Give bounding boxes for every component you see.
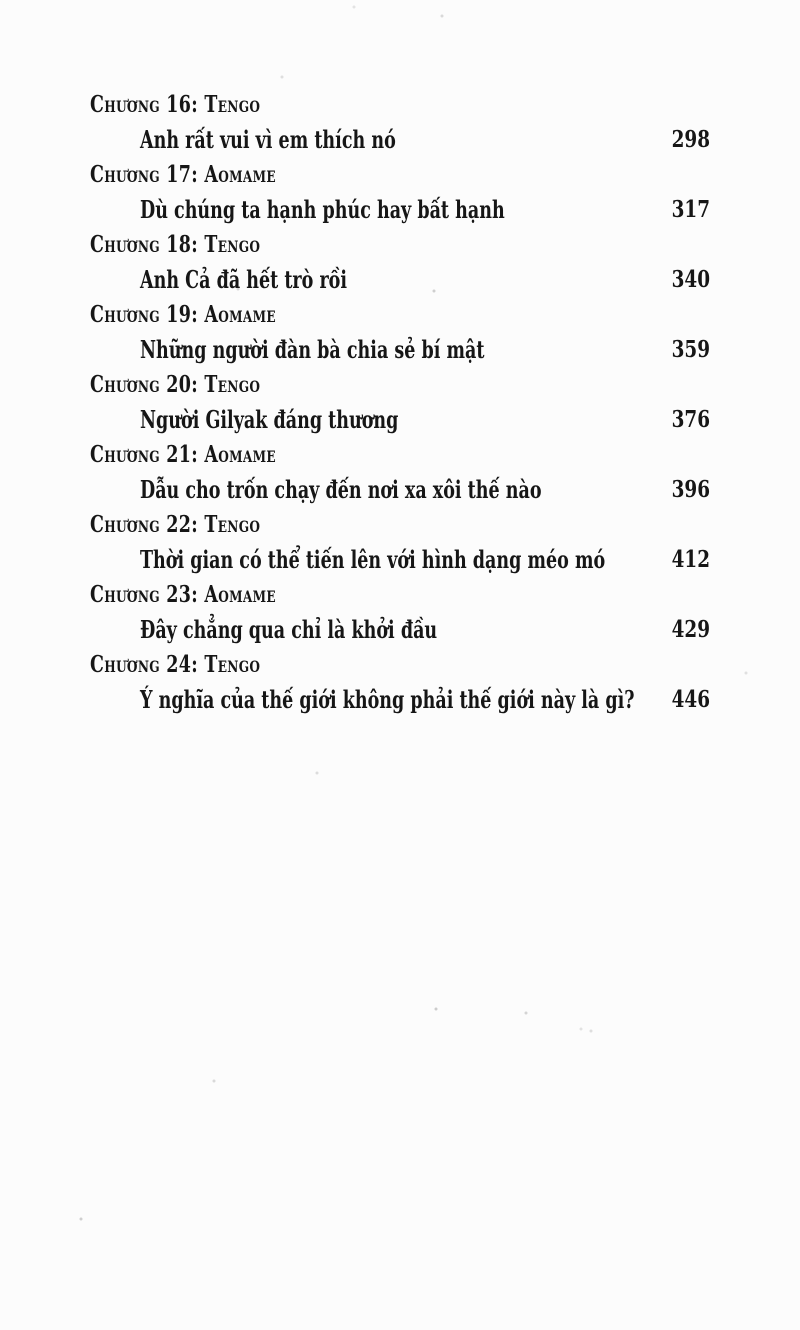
- chapter-heading: Chương 16: Tengo: [90, 91, 261, 118]
- chapter-title: Dẫu cho trốn chạy đến nơi xa xôi thế nào: [140, 475, 542, 504]
- chapter-heading: Chương 21: Aomame: [90, 441, 276, 468]
- chapter-heading: Chương 20: Tengo: [90, 371, 261, 398]
- chapter-heading: Chương 18: Tengo: [90, 231, 261, 258]
- chapter-heading: Chương 24: Tengo: [90, 651, 261, 678]
- toc-entry: [90, 87, 710, 157]
- page-number: 317: [671, 196, 710, 223]
- chapter-title: Những người đàn bà chia sẻ bí mật: [140, 335, 485, 364]
- toc-entry: [90, 577, 710, 647]
- chapter-title: Ý nghĩa của thế giới không phải thế giới này là gì?: [140, 685, 635, 714]
- toc-entry: [90, 297, 710, 367]
- page-number: 359: [671, 336, 710, 363]
- page-number: 376: [671, 406, 710, 433]
- chapter-title: Đây chẳng qua chỉ là khởi đầu: [140, 615, 438, 644]
- chapter-heading: Chương 17: Aomame: [90, 161, 276, 188]
- chapter-title: Thời gian có thể tiến lên với hình dạng méo mó: [140, 545, 606, 574]
- table-of-contents: [90, 87, 710, 717]
- chapter-title: Dù chúng ta hạnh phúc hay bất hạnh: [140, 195, 505, 224]
- page-number: 396: [671, 476, 710, 503]
- page-number: 429: [671, 616, 710, 643]
- page-number: 446: [671, 686, 710, 713]
- toc-entry: [90, 367, 710, 437]
- page-number: 412: [671, 546, 710, 573]
- page-number: 298: [671, 126, 710, 153]
- toc-entry: [90, 507, 710, 577]
- page-number: 340: [671, 266, 710, 293]
- chapter-title: Anh rất vui vì em thích nó: [140, 125, 396, 154]
- toc-entry: [90, 437, 710, 507]
- scan-noise-specks: [0, 0, 2, 2]
- chapter-title: Người Gilyak đáng thương: [140, 405, 399, 434]
- toc-entry: [90, 647, 710, 717]
- chapter-title: Anh Cả đã hết trò rồi: [140, 265, 348, 294]
- chapter-heading: Chương 22: Tengo: [90, 511, 261, 538]
- toc-entry: [90, 227, 710, 297]
- toc-entry: [90, 157, 710, 227]
- chapter-heading: Chương 19: Aomame: [90, 301, 276, 328]
- chapter-heading: Chương 23: Aomame: [90, 581, 276, 608]
